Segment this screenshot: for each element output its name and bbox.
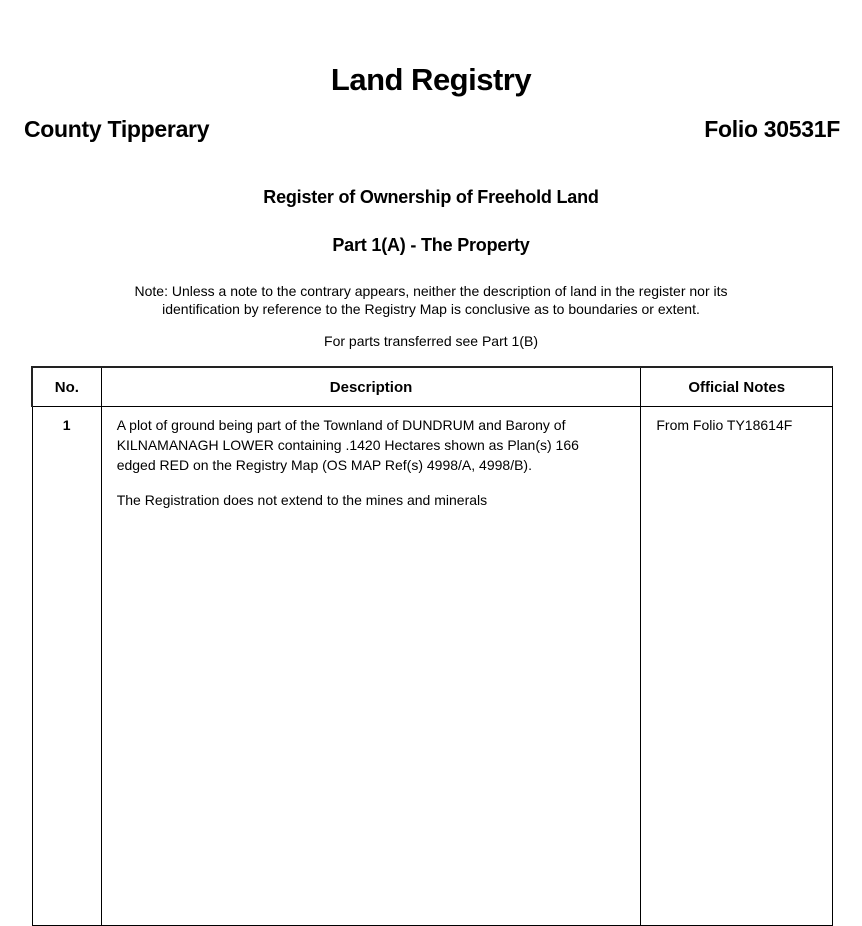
entry-description: [101, 407, 641, 926]
part-title: Part 1(A) - The Property: [332, 235, 530, 255]
register-title: Register of Ownership of Freehold Land: [263, 187, 599, 207]
column-header-no: No.: [32, 367, 101, 407]
property-register-table: [31, 366, 833, 926]
entry-official-notes: From Folio TY18614F: [641, 407, 833, 926]
column-header-description: Description: [101, 367, 641, 407]
table-header-row: [32, 367, 833, 407]
boundary-note-line-2: identification by reference to the Registry Map is conclusive as to boundaries or extent.: [162, 301, 700, 317]
folio-number: Folio 30531F: [704, 116, 840, 142]
property-description: [117, 415, 621, 475]
county-name: County Tipperary: [24, 116, 210, 142]
description-line-1: A plot of ground being part of the Townland of DUNDRUM and Barony of: [116, 417, 566, 433]
document-title: Land Registry: [330, 62, 532, 97]
parts-transferred-note: For parts transferred see Part 1(B): [324, 333, 538, 349]
column-header-official-notes: Official Notes: [641, 367, 833, 407]
boundary-note-line-1: Note: Unless a note to the contrary appears, neither the description of land in the register nor its: [134, 283, 728, 299]
description-line-2: KILNAMANAGH LOWER containing .1420 Hectares shown as Plan(s) 166: [116, 437, 579, 453]
boundary-note: [0, 282, 862, 318]
table-row: [32, 407, 833, 926]
description-line-3: edged RED on the Registry Map (OS MAP Ref(s) 4998/A, 4998/B).: [116, 457, 532, 473]
entry-number: 1: [32, 407, 101, 926]
mines-minerals-note: The Registration does not extend to the mines and minerals: [116, 492, 488, 508]
